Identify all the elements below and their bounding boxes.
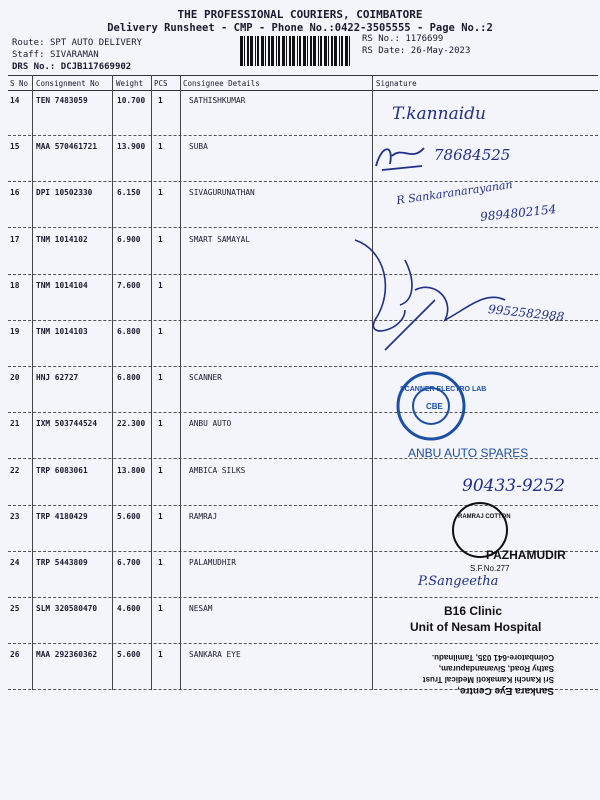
cell-cons: NESAM — [189, 604, 213, 614]
cell-cons: AMBICA SILKS — [189, 465, 246, 475]
drs-line — [12, 62, 131, 72]
cell-cons: SANKARA EYE — [189, 650, 241, 660]
cell-pcs: 1 — [158, 142, 163, 152]
signature-14: T.kannaidu — [392, 104, 486, 124]
cell-cons: SUBA — [189, 142, 208, 152]
cell-sno: 19 — [10, 327, 20, 336]
cell-sno: 20 — [10, 373, 20, 383]
cell-sno: 22 — [10, 465, 20, 475]
cell-sno: 21 — [10, 419, 20, 429]
cell-wt: 4.600 — [117, 604, 141, 614]
col-divider — [32, 75, 33, 690]
cell-sno: 25 — [10, 604, 20, 614]
sankara-stamp-line: Sankara Eye Centre, — [457, 685, 554, 696]
col-divider — [112, 75, 113, 690]
col-divider — [151, 75, 152, 690]
cell-pcs: 1 — [158, 234, 163, 244]
sankara-stamp-line: Sri Kanchi Kamakoti Medical Trust — [422, 675, 554, 684]
drs-label: DRS No.: — [12, 62, 56, 72]
cell-pcs: 1 — [158, 188, 163, 198]
cell-pcs: 1 — [158, 373, 163, 383]
cell-cons: SIVAGURUNATHAN — [189, 188, 255, 198]
table-row — [8, 366, 598, 413]
sfno-stamp: S.F.No.277 — [470, 564, 510, 573]
cell-wt: 6.900 — [117, 234, 141, 244]
cell-sno: 16 — [10, 188, 20, 198]
scanner-stamp-cbe: CBE — [426, 402, 443, 411]
cell-wt: 6.800 — [117, 327, 141, 336]
signature-24: P.Sangeetha — [418, 574, 499, 589]
cell-sno: 23 — [10, 511, 20, 521]
staff-line — [12, 50, 99, 60]
cell-pcs: 1 — [158, 604, 163, 614]
cell-cno: TRP 6083061 — [36, 465, 88, 475]
scanner-stamp-text: SCANNER ELECTRO LAB — [400, 386, 487, 393]
rs-no-label: RS No.: — [362, 34, 400, 44]
cell-wt: 6.700 — [117, 558, 141, 567]
ramraj-stamp-text: RAMRAJ COTTON — [458, 514, 511, 520]
col-signature: Signature — [376, 79, 417, 88]
cell-cons: SMART SAMAYAL — [189, 234, 251, 244]
col-divider — [180, 75, 181, 690]
cell-cons: ANBU AUTO — [189, 419, 232, 429]
scribble-signature-15 — [372, 136, 432, 176]
staff-value: SIVARAMAN — [49, 50, 99, 60]
route-label: Route: — [12, 38, 45, 48]
cell-wt: 22.300 — [117, 419, 146, 429]
cell-wt: 6.800 — [117, 373, 141, 383]
cell-sno: 14 — [10, 96, 20, 105]
rs-no-line — [362, 34, 443, 44]
cell-wt: 5.600 — [117, 511, 141, 521]
rs-date-label: RS Date: — [362, 46, 406, 56]
nesam-stamp: Unit of Nesam Hospital — [410, 620, 542, 634]
company-title: THE PROFESSIONAL COURIERS, COIMBATORE — [177, 8, 423, 21]
b16-stamp: B16 Clinic — [444, 604, 503, 618]
signature-15: 78684525 — [434, 146, 511, 164]
cell-pcs: 1 — [158, 650, 163, 660]
cell-cons: SCANNER — [189, 373, 222, 383]
route-line — [12, 38, 142, 48]
sankara-stamp-line: Sathy Road, Sivanandapuram, — [438, 664, 554, 673]
cell-cno: MAA 570461721 — [36, 142, 98, 152]
cell-pcs: 1 — [158, 465, 163, 475]
cell-sno: 15 — [10, 142, 20, 152]
col-weight: Weight — [116, 79, 144, 88]
palamudhir-stamp: PAZHAMUDIR — [486, 548, 566, 562]
cell-cons: PALAMUDHIR — [189, 558, 236, 567]
cell-pcs: 1 — [158, 511, 163, 521]
cell-wt: 7.600 — [117, 280, 141, 290]
cell-cno: DPI 10502330 — [36, 188, 93, 198]
runsheet-subtitle: Delivery Runsheet - CMP - Phone No.:0422-3505555 - Page No.:2 — [107, 22, 493, 34]
cell-cno: TNM 1014104 — [36, 280, 88, 290]
cell-pcs: 1 — [158, 327, 163, 336]
cell-cno: TEN 7483059 — [36, 96, 88, 105]
cell-cno: TNM 1014103 — [36, 327, 88, 336]
route-value: SPT AUTO DELIVERY — [49, 38, 143, 48]
cell-pcs: 1 — [158, 280, 163, 290]
cell-pcs: 1 — [158, 558, 163, 567]
staff-label: Staff: — [12, 50, 45, 60]
cell-sno: 18 — [10, 280, 20, 290]
col-consignee: Consignee Details — [183, 79, 260, 88]
cell-wt: 10.700 — [117, 96, 146, 105]
cell-cno: IXM 503744524 — [36, 419, 98, 429]
cell-sno: 17 — [10, 234, 20, 244]
drs-value: DCJB117669902 — [60, 62, 132, 72]
signature-18-phone: 9952582988 — [487, 302, 565, 324]
cell-cno: HNJ 62727 — [36, 373, 79, 383]
cell-cno: MAA 292360362 — [36, 650, 98, 660]
cell-cno: TNM 1014102 — [36, 234, 88, 244]
cell-wt: 13.800 — [117, 465, 146, 475]
cell-cons: SATHISHKUMAR — [189, 96, 246, 105]
col-consignment: Consignment No — [36, 79, 100, 88]
cell-cno: SLM 320580470 — [36, 604, 98, 614]
cell-cno: TRP 5443809 — [36, 558, 88, 567]
cell-cno: TRP 4180429 — [36, 511, 88, 521]
cell-sno: 24 — [10, 558, 20, 567]
col-pcs: PCS — [154, 79, 168, 88]
cell-sno: 26 — [10, 650, 20, 660]
cell-cons: RAMRAJ — [189, 511, 218, 521]
cell-pcs: 1 — [158, 419, 163, 429]
sankara-stamp — [384, 652, 554, 696]
table-row — [8, 89, 598, 136]
signature-22-phone: 90433-9252 — [462, 476, 566, 496]
cell-pcs: 1 — [158, 96, 163, 105]
scribble-signature-17-19 — [345, 230, 525, 360]
rs-date-line — [362, 46, 470, 56]
signature-16: R Sankaranarayanan — [395, 177, 514, 208]
cell-wt: 6.150 — [117, 188, 141, 198]
col-sno: S No — [10, 79, 29, 88]
sankara-stamp-line: Coimbatore-641 035, Tamilnadu. — [431, 653, 554, 662]
barcode — [240, 36, 354, 66]
rs-date-value: 26-May-2023 — [410, 46, 471, 56]
anbu-stamp: ANBU AUTO SPARES — [408, 446, 529, 460]
cell-wt: 13.900 — [117, 142, 146, 152]
signature-16-phone: 9894802154 — [479, 202, 557, 224]
rs-no-value: 1176699 — [405, 34, 444, 44]
cell-wt: 5.600 — [117, 650, 141, 660]
